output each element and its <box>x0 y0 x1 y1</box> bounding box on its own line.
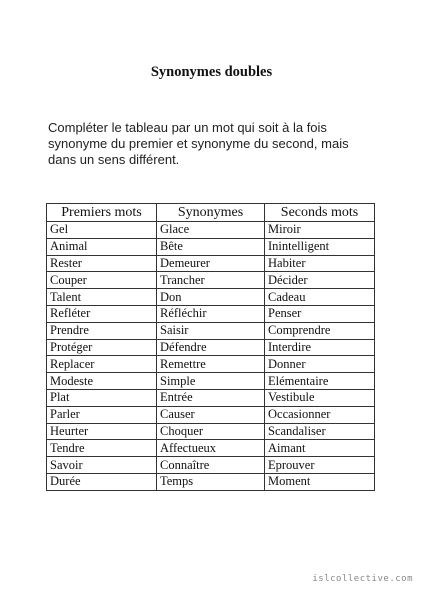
premier-mot-cell: Durée <box>47 473 157 490</box>
instructions-paragraph <box>48 120 378 168</box>
premier-mot-cell: Refléter <box>47 305 157 322</box>
second-mot-cell: Occasionner <box>265 406 375 423</box>
second-mot-cell: Comprendre <box>265 322 375 339</box>
table-row <box>47 339 375 356</box>
synonyme-cell: Bête <box>157 238 265 255</box>
second-mot-cell: Cadeau <box>265 289 375 306</box>
table-row <box>47 222 375 239</box>
synonyme-cell: Connaître <box>157 457 265 474</box>
second-mot-cell: Interdire <box>265 339 375 356</box>
instructions-line: synonyme du premier et synonyme du second, mais <box>48 136 349 151</box>
synonyme-cell: Réfléchir <box>157 305 265 322</box>
second-mot-cell: Donner <box>265 356 375 373</box>
premier-mot-cell: Tendre <box>47 440 157 457</box>
second-mot-cell: Moment <box>265 473 375 490</box>
second-mot-cell: Vestibule <box>265 389 375 406</box>
premier-mot-cell: Gel <box>47 222 157 239</box>
second-mot-cell: Penser <box>265 305 375 322</box>
table-row <box>47 255 375 272</box>
synonyme-cell: Défendre <box>157 339 265 356</box>
synonyms-table <box>46 203 375 491</box>
premier-mot-cell: Modeste <box>47 373 157 390</box>
synonyme-cell: Saisir <box>157 322 265 339</box>
table-row <box>47 406 375 423</box>
synonyme-cell: Simple <box>157 373 265 390</box>
table-row <box>47 272 375 289</box>
table-row <box>47 356 375 373</box>
table-row <box>47 473 375 490</box>
premier-mot-cell: Heurter <box>47 423 157 440</box>
synonyme-cell: Glace <box>157 222 265 239</box>
column-header-premiers-mots: Premiers mots <box>47 204 157 222</box>
column-header-synonymes: Synonymes <box>157 204 265 222</box>
table-row <box>47 457 375 474</box>
synonyme-cell: Remettre <box>157 356 265 373</box>
table-row <box>47 322 375 339</box>
premier-mot-cell: Rester <box>47 255 157 272</box>
second-mot-cell: Aimant <box>265 440 375 457</box>
premier-mot-cell: Replacer <box>47 356 157 373</box>
page-title: Synonymes doubles <box>150 64 273 80</box>
synonyme-cell: Affectueux <box>157 440 265 457</box>
instructions-line: dans un sens différent. <box>48 152 180 167</box>
table-row <box>47 373 375 390</box>
second-mot-cell: Habiter <box>265 255 375 272</box>
premier-mot-cell: Animal <box>47 238 157 255</box>
synonyme-cell: Temps <box>157 473 265 490</box>
synonyme-cell: Demeurer <box>157 255 265 272</box>
second-mot-cell: Scandaliser <box>265 423 375 440</box>
premier-mot-cell: Couper <box>47 272 157 289</box>
table-row <box>47 440 375 457</box>
second-mot-cell: Elémentaire <box>265 373 375 390</box>
synonyme-cell: Choquer <box>157 423 265 440</box>
premier-mot-cell: Prendre <box>47 322 157 339</box>
table-row <box>47 423 375 440</box>
synonyme-cell: Entrée <box>157 389 265 406</box>
table-row <box>47 289 375 306</box>
premier-mot-cell: Talent <box>47 289 157 306</box>
second-mot-cell: Inintelligent <box>265 238 375 255</box>
table-body <box>47 222 375 491</box>
column-header-seconds-mots: Seconds mots <box>265 204 375 222</box>
instructions-line: Compléter le tableau par un mot qui soit à la fois <box>48 120 327 135</box>
table-row <box>47 305 375 322</box>
second-mot-cell: Miroir <box>265 222 375 239</box>
synonyme-cell: Trancher <box>157 272 265 289</box>
table-header-row <box>47 204 375 222</box>
premier-mot-cell: Parler <box>47 406 157 423</box>
watermark: islcollective.com <box>312 574 413 584</box>
synonyme-cell: Causer <box>157 406 265 423</box>
table-row <box>47 389 375 406</box>
premier-mot-cell: Protéger <box>47 339 157 356</box>
synonyme-cell: Don <box>157 289 265 306</box>
table-row <box>47 238 375 255</box>
premier-mot-cell: Savoir <box>47 457 157 474</box>
premier-mot-cell: Plat <box>47 389 157 406</box>
second-mot-cell: Eprouver <box>265 457 375 474</box>
second-mot-cell: Décider <box>265 272 375 289</box>
